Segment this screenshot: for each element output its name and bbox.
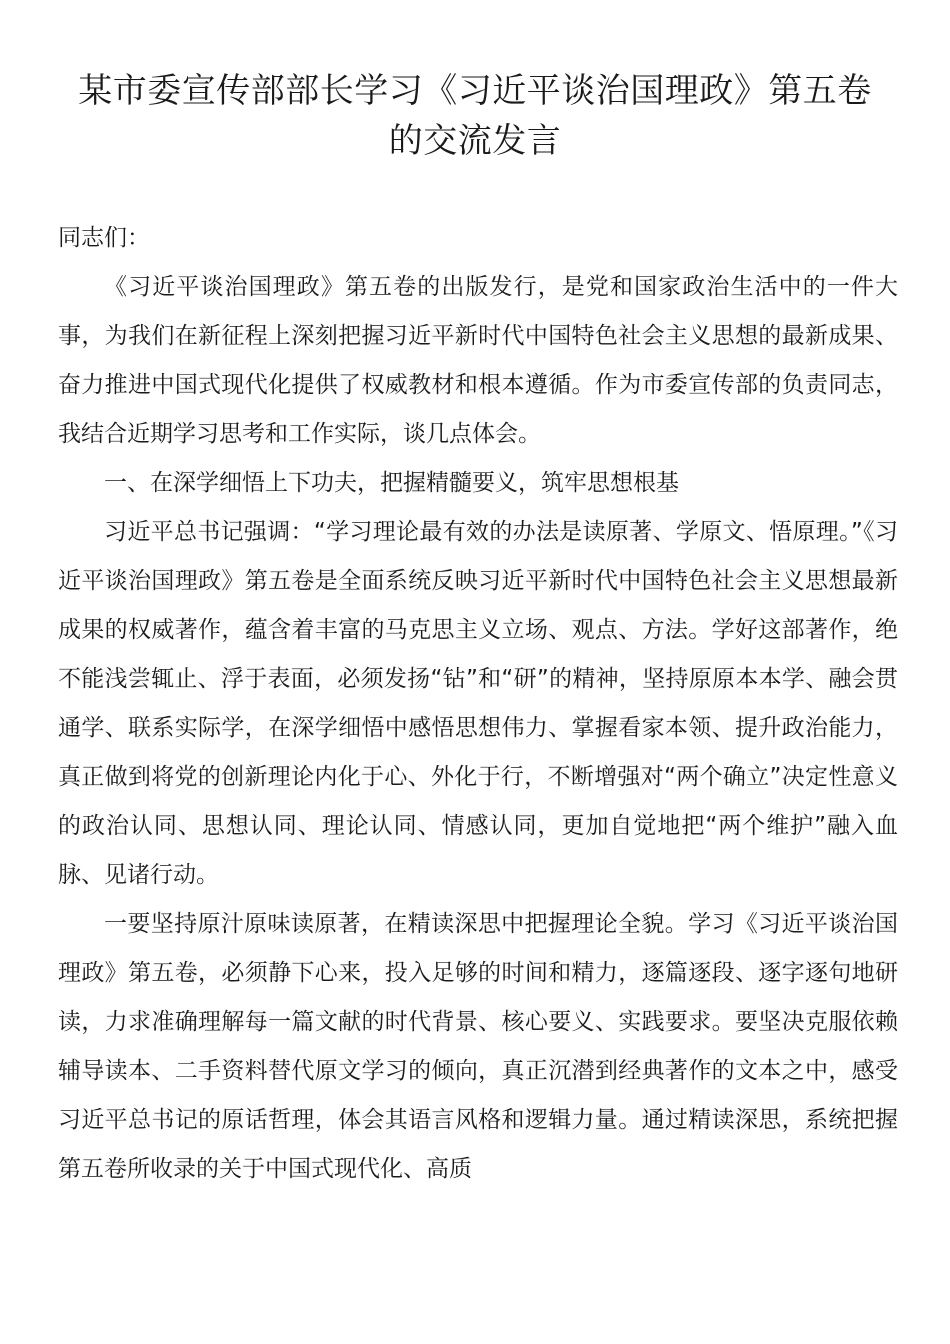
paragraph-quote: 习近平总书记强调：“学习理论最有效的办法是读原著、学原文、悟原理。”《习近平谈治国理政》第五卷是全面系统反映习近平新时代中国特色社会主义思想最新成果的权威著作，蕴含着丰富的马克思主义立场、观点、方法。学好这部著作，绝不能浅尝辄止、浮于表面，必须发扬“钻”和“研”的精神，坚持原原本本学、融会贯通学、联系实际学，在深学细悟中感悟思想伟力、掌握看家本领、提升政治能力，真正做到将党的创新理论内化于心、外化于行，不断增强对“两个确立”决定性意义的政治认同、思想认同、理论认同、情感认同，更加自觉地把“两个维护”融入血脉、见诸行动。	[58, 519, 898, 888]
title-line-1: 某市委宣传部部长学习《习近平谈治国理政》第五卷	[78, 71, 872, 111]
document-title	[40, 66, 910, 166]
title-line-2: 的交流发言	[388, 121, 562, 161]
paragraph-point-1: 一要坚持原汁原味读原著，在精读深思中把握理论全貌。学习《习近平谈治国理政》第五卷，必须静下心来，投入足够的时间和精力，逐篇逐段、逐字逐句地研读，力求准确理解每一篇文献的时代背景、核心要义、实践要求。要坚决克服依赖辅导读本、二手资料替代原文学习的倾向，真正沉潜到经典著作的文本之中，感受习近平总书记的原话哲理，体会其语言风格和逻辑力量。通过精读深思，系统把握第五卷所收录的关于中国式现代化、高质	[58, 911, 898, 1182]
salutation: 同志们：	[58, 225, 150, 251]
section-heading-1: 一、在深学细悟上下功夫，把握精髓要义，筑牢思想根基	[104, 470, 679, 496]
document-body	[58, 214, 898, 1194]
paragraph-intro: 《习近平谈治国理政》第五卷的出版发行，是党和国家政治生活中的一件大事，为我们在新征程上深刻把握习近平新时代中国特色社会主义思想的最新成果、奋力推进中国式现代化提供了权威教材和根本遵循。作为市委宣传部的负责同志，我结合近期学习思考和工作实际，谈几点体会。	[58, 274, 898, 447]
